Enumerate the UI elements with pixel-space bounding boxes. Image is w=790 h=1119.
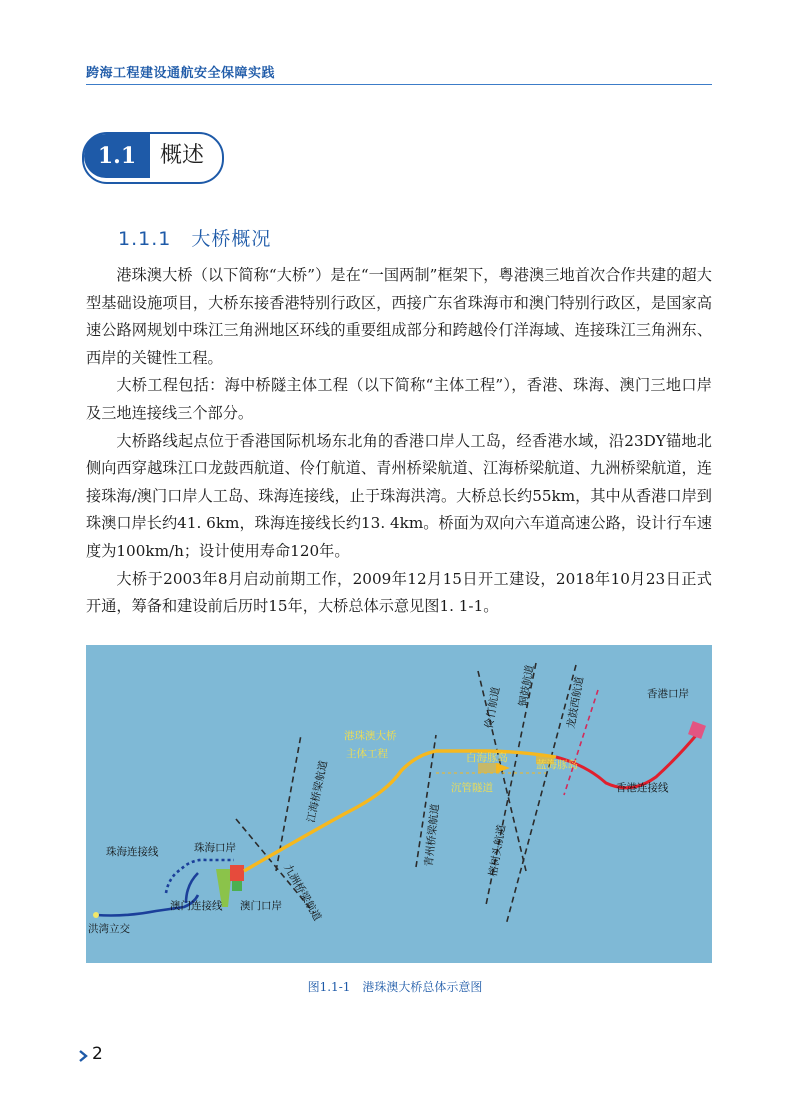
label-lingding: 伶仃航道: [483, 686, 503, 730]
label-macao-port: 澳门口岸: [240, 900, 282, 912]
page-number: 2: [92, 1044, 103, 1064]
figure-caption: 图1.1-1 港珠澳大桥总体示意图: [307, 980, 483, 994]
paragraph: 大桥工程包括：海中桥隧主体工程（以下简称“主体工程”），香港、珠海、澳门三地口岸及三地连接线三个部分。: [86, 376, 712, 422]
bridge-map-figure: [86, 645, 712, 963]
channel-labels: [281, 663, 586, 923]
running-title: 跨海工程建设通航安全保障实践: [86, 66, 276, 81]
label-white-dolphin: 白海豚岛: [466, 752, 508, 764]
subsection-title: 1.1.1 大桥概况: [118, 228, 272, 250]
paragraph: 港珠澳大桥（以下简称“大桥”）是在“一国两制”框架下，粤港澳三地首次合作共建的超大型基础设施项目，大桥东接香港特别行政区，西接广东省珠海市和澳门特别行政区，是国家高速公路网规划中珠江三角洲地区环线的重要组成部分和跨越伶仃洋海域、连接珠江三角洲东、西岸的关键性工程。: [86, 266, 712, 367]
paragraph: 大桥路线起点位于香港国际机场东北角的香港口岸人工岛，经香港水域，沿23DY锚地北侧向西穿越珠江口龙鼓西航道、伶仃航道、青州桥梁航道、江海桥梁航道、九洲桥梁航道，连接珠海/澳门口岸人工岛、珠海连接线，止于珠海洪湾。大桥总长约55km，其中从香港口岸到珠澳口岸长约41. 6km，珠海连接线长约13. 4km。桥面为双向六车道高速公路，设计行车速度为100km/h；设计使用寿命120年。: [86, 431, 712, 560]
label-main-bridge-2: 主体工程: [346, 748, 388, 760]
hongwan-node: [93, 912, 99, 918]
label-hk-link: 香港连接线: [616, 782, 669, 794]
label-jiuzhou: 九洲桥梁航道: [281, 862, 324, 924]
label-zhuhai-port: 珠海口岸: [194, 842, 236, 854]
zhuhai-port-island: [230, 865, 244, 881]
header-rule: [86, 84, 712, 85]
label-hk-port: 香港口岸: [647, 688, 689, 700]
label-jianghai: 江海桥梁航道: [305, 759, 331, 824]
label-qingzhou: 青州桥梁航道: [423, 803, 442, 868]
paragraph: 大桥于2003年8月启动前期工作，2009年12月15日开工建设，2018年10月23日正式开通，筹备和建设前后历时15年，大桥总体示意见图1. 1-1。: [86, 569, 712, 616]
label-zhuhai-link: 珠海连接线: [106, 846, 159, 858]
label-tonggu: 铜鼓航道: [517, 664, 537, 708]
label-blue-dolphin: 蓝海豚岛: [536, 759, 578, 771]
section-title: 概述: [160, 143, 205, 168]
body-text: [86, 262, 712, 621]
label-sunk-tunnel: 沉管隧道: [451, 782, 493, 794]
main-bridge-line: [244, 751, 556, 871]
label-main-bridge-1: 港珠澳大桥: [344, 730, 397, 742]
section-heading: [82, 132, 222, 182]
port-island-green: [232, 881, 242, 891]
section-number: 1.1: [84, 134, 150, 178]
label-longgu-west: 龙鼓西航道: [565, 675, 587, 730]
label-gangshutou: 榕树头航道: [487, 823, 509, 878]
label-macao-link: 澳门连接线: [170, 900, 223, 912]
label-hongwan: 洪湾立交: [88, 923, 130, 935]
white-dolphin-arrow: [496, 763, 510, 773]
page-arrow-icon: [78, 1049, 88, 1063]
bridge-map: [86, 645, 712, 963]
hk-port-island: [688, 721, 706, 739]
map-labels: [88, 687, 689, 935]
